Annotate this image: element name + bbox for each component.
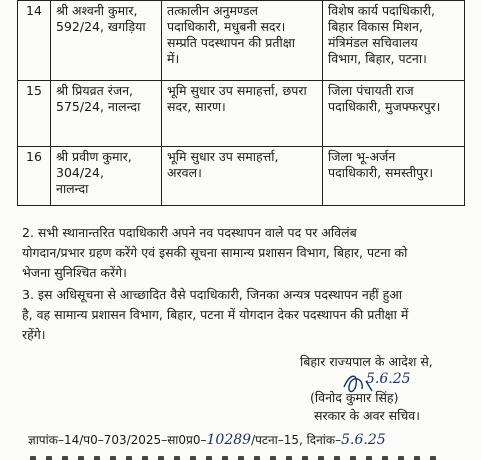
current-posting-line: सम्प्रति पदस्थापन की प्रतीक्षा [167, 35, 295, 50]
paragraph-line: 3. इस अधिसूचना से आच्छादित वैसे पदाधिकारी, जिनका अन्यत्र पदस्थापन नहीं हुआ [22, 287, 403, 302]
paragraph-line: रहेंगे। [22, 327, 46, 342]
new-posting [323, 1, 465, 81]
reference-prefix: ज्ञापांक–14/प0–703/2025–सा0प्र0– [28, 433, 207, 447]
paragraph-line: योगदान/प्रभार ग्रहण करेंगे एवं इसकी सूचना सामान्य प्रशासन विभाग, बिहार, पटना को [22, 245, 408, 260]
signature-date: 5.6.25 [366, 371, 411, 387]
current-posting [162, 1, 323, 81]
officer-name-line: श्री अश्वनी कुमार, [56, 3, 138, 18]
signatory-name: (विनोद कुमार सिंह) [310, 390, 399, 405]
officer-name-line: 304/24, [56, 165, 104, 180]
order-line: बिहार राज्यपाल के आदेश से, [300, 354, 433, 369]
memo-number: 10289 [206, 432, 252, 448]
table-row [18, 147, 465, 206]
current-posting [162, 147, 323, 206]
paragraph-3 [22, 285, 462, 345]
new-posting-line: जिला पंचायती राज [328, 83, 414, 98]
officer-name-line: 592/24, खगड़िया [56, 19, 146, 34]
new-posting-line: मंत्रिमंडल सचिवालय [328, 35, 418, 50]
new-posting [323, 147, 465, 206]
new-posting-line: पदाधिकारी, मुजफ्फरपुर। [328, 99, 441, 114]
officer-name-line: नालन्दा [56, 181, 89, 196]
current-posting-line: पदाधिकारी, मधुबनी सदर। [167, 19, 286, 34]
officer-name-line: श्री प्रियव्रत रंजन, [56, 83, 134, 98]
posting-table [17, 0, 465, 206]
current-posting-line: में। [167, 51, 180, 66]
current-posting-line: सदर, सारण। [167, 99, 226, 114]
new-posting [323, 81, 465, 147]
current-posting-line: भूमि सुधार उप समाहर्त्ता, छपरा [167, 83, 307, 98]
current-posting-line: तत्कालीन अनुमण्डल [167, 3, 259, 18]
officer-name [51, 1, 162, 81]
signatory-designation: सरकार के अवर सचिव। [314, 408, 420, 423]
table-row [18, 1, 465, 81]
current-posting-line: भूमि सुधार उप समाहर्त्ता, [167, 149, 279, 164]
officer-name [51, 147, 162, 206]
current-posting-line: अरवल। [167, 165, 202, 180]
paragraph-line: भेजना सुनिश्चित करेंगे। [22, 265, 127, 280]
reference-middle: /पटना–15, दिनांक– [251, 433, 342, 447]
serial-number: 16 [18, 147, 51, 206]
new-posting-line: जिला भू-अर्जन [328, 149, 396, 164]
table-row [18, 81, 465, 147]
current-posting [162, 81, 323, 147]
new-posting-line: विशेष कार्य पदाधिकारी, [328, 3, 436, 18]
paragraph-2 [22, 223, 462, 283]
new-posting-line: बिहार विकास मिशन, [328, 19, 423, 34]
officer-name-line: 575/24, नालन्दा [56, 99, 141, 114]
new-posting-line: पदाधिकारी, समस्तीपुर। [328, 165, 434, 180]
serial-number: 14 [18, 1, 51, 81]
reference-date: 5.6.25 [341, 432, 386, 448]
new-posting-line: विभाग, बिहार, पटना। [328, 51, 427, 66]
next-page-cut-text [30, 452, 450, 460]
paragraph-line: 2. सभी स्थानान्तरित पदाधिकारी अपने नव पदस्थापन वाले पद पर अविलंब [22, 225, 357, 240]
officer-name [51, 81, 162, 147]
serial-number: 15 [18, 81, 51, 147]
officer-name-line: श्री प्रवीण कुमार, [56, 149, 132, 164]
reference-line [28, 431, 478, 448]
handwritten-signature [340, 369, 420, 402]
paragraph-line: है, वह सामान्य प्रशासन विभाग, बिहार, पटना में योगदान देकर पदस्थापन की प्रतीक्षा में [22, 307, 409, 322]
